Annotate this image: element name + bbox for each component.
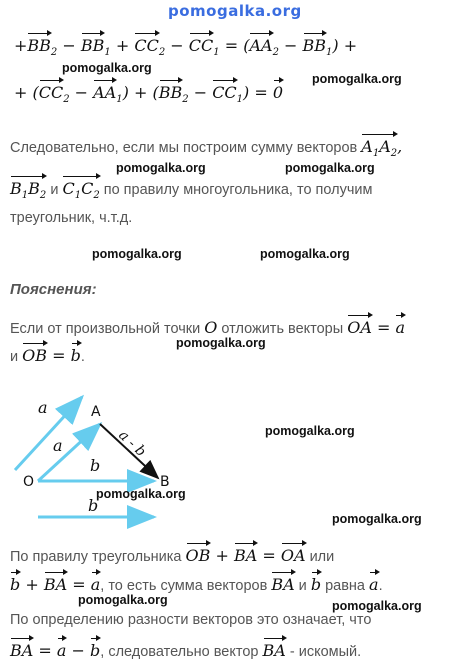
label-point-o: O <box>23 474 35 490</box>
watermark: pomogalka.org <box>332 512 422 526</box>
watermark: pomogalka.org <box>96 487 186 501</box>
free-vector-a <box>15 397 82 470</box>
watermark: pomogalka.org <box>92 247 182 261</box>
text-line: По правилу треугольника OB + BA = OA или <box>10 546 335 565</box>
text-line: Следовательно, если мы построим сумму векторов $A_1A_2$, <box>10 137 403 159</box>
section-heading: Пояснения: <box>10 281 97 298</box>
label-free-a: a <box>38 398 48 417</box>
text-line: Если от произвольной точки O отложить векторы OA = a <box>10 318 405 337</box>
label-a-minus-b: a - b <box>115 427 149 461</box>
site-watermark-top: pomogalka.org <box>168 2 302 20</box>
watermark: pomogalka.org <box>312 72 402 86</box>
text-line: $B_1B_2$ и $C_1C_2$ по правилу многоугольника, то получим <box>10 179 373 201</box>
label-b: b <box>90 456 101 475</box>
text-line: По определению разности векторов это означает, что <box>10 612 372 628</box>
watermark: pomogalka.org <box>285 161 375 175</box>
watermark: pomogalka.org <box>116 161 206 175</box>
watermark: pomogalka.org <box>78 593 168 607</box>
text-line: и OB = b. <box>10 346 85 365</box>
text-line: b + BA = a, то есть сумма векторов BA и b равна a. <box>10 575 383 594</box>
watermark: pomogalka.org <box>176 336 266 350</box>
label-point-b: B <box>160 474 170 490</box>
label-point-a: A <box>91 404 101 420</box>
label-free-b: b <box>88 496 99 515</box>
watermark: pomogalka.org <box>62 61 152 75</box>
watermark: pomogalka.org <box>332 599 422 613</box>
watermark: pomogalka.org <box>265 424 355 438</box>
equation-line-1: $+BB_2 - BB_1 + CC_2 - CC_1 = (AA_2 - BB_1)$ + <box>14 36 358 58</box>
text-line: треугольник, ч.т.д. <box>10 210 133 226</box>
text-line: BA = a − b, следовательно вектор BA - искомый. <box>10 641 362 660</box>
equation-line-2: + $(CC_2 - AA_1) + (BB_2 - CC_1) = 0$ <box>14 83 284 105</box>
watermark: pomogalka.org <box>260 247 350 261</box>
label-a: a <box>53 436 63 455</box>
